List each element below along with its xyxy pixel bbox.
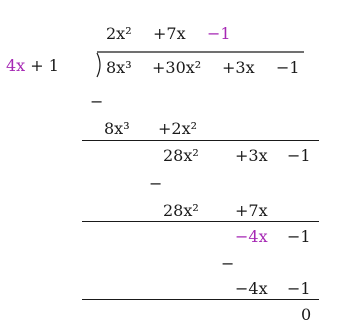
step-2-remainder-term-2: −1 [287,227,311,246]
step-2-remainder-term-1-text: −4x [235,227,268,246]
step-1-subtract-sign: − [90,92,104,111]
step-2-subtract-sign: − [149,174,163,193]
division-bracket-curve [97,53,100,77]
quotient-term-2: +7x [153,24,186,43]
quotient-term-3: −1 [207,24,231,43]
step-3-rule [82,299,319,300]
step-1-remainder-term-1: 28x² [163,146,199,165]
step-1-subtrahend-term-1: 8x³ [104,119,130,138]
final-remainder: 0 [301,305,312,324]
dividend-term-2: +30x² [152,58,202,77]
step-2-rule [82,221,319,222]
dividend-term-1: 8x³ [106,58,132,77]
step-1-subtrahend-term-2: +2x² [158,119,198,138]
step-2-subtrahend-term-2: +7x [235,201,268,220]
step-3-subtrahend-term-2: −1 [287,279,311,298]
dividend-term-4: −1 [276,58,300,77]
dividend-term-3: +3x [222,58,255,77]
quotient-term-1: 2x² [106,24,132,43]
step-1-remainder-term-2: +3x [235,146,268,165]
step-2-remainder-term-1 [235,229,268,245]
step-3-subtract-sign: − [221,254,235,273]
divisor-constant-term: + 1 [30,56,59,75]
step-1-remainder-term-3: −1 [287,146,311,165]
step-1-rule [82,140,319,141]
divisor [6,58,59,74]
divisor-variable-term: 4x [6,56,26,75]
step-3-subtrahend-term-1: −4x [235,279,268,298]
step-2-subtrahend-term-1: 28x² [163,201,199,220]
